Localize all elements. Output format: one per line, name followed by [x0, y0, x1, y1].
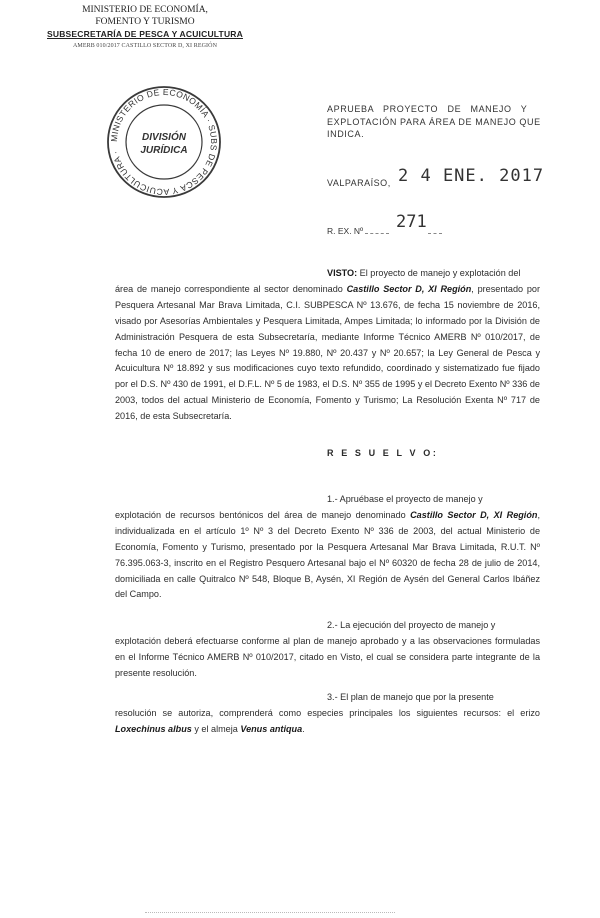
ministry-line-1: MINISTERIO DE ECONOMÍA, — [82, 5, 208, 15]
resolution-item-1 — [115, 492, 540, 603]
visto-text-2: área de manejo correspondiente al sector denominado — [115, 283, 347, 294]
summary-line-3: INDICA. — [327, 129, 365, 139]
letterhead — [40, 4, 250, 52]
visto-paragraph — [115, 266, 540, 425]
visto-sector-name: Castillo Sector D, XI Región — [346, 283, 472, 294]
seal-outer-text: MINISTERIO DE ECONOMÍA · SUBS DE PESCA Y ACUICULTURA · — [108, 86, 220, 198]
item-3-text-mid: y el almeja — [191, 723, 241, 734]
visto-text-1: El proyecto de manejo y explotación del — [357, 268, 521, 278]
visto-text-3: , presentado por Pesquera Artesanal Mar Brava Limitada, C.I. SUBPESCA Nº 13.676, de fecha 15 noviembre de 2016, visado por Asesorías Ambientales y Pesquera Limitada, Ampes Limitada; lo informado por la División de Administración Pesquera de esta Subsecretaría, mediante Informe Técnico AMERB Nº 010/2017, de fecha 10 de enero de 2017; las Leyes Nº 19.880, Nº 20.437 y Nº 20.657; la Ley General de Pesca y Acuicultura Nº 18.892 y sus modificaciones cuyo texto refundido, coordinado y sistematizado fue fijado por el D.S. Nº 430 de 1991, el D.F.L. Nº 5 de 1983, el D.S. Nº 355 de 1995 y el Decreto Exento Nº 336 de 2003, todos del actual Ministerio de Economía, Fomento y Turismo; La Resolución Exenta Nº 717 de 2016, de esta Subsecretaría. — [115, 283, 540, 422]
division-juridica-seal — [102, 82, 226, 202]
species-venus: Venus antiqua — [240, 723, 303, 734]
species-loxechinus: Loxechinus albus — [115, 723, 192, 734]
summary-line-1: APRUEBA PROYECTO DE MANEJO Y — [327, 104, 528, 114]
item-3-text-a: resolución se autoriza, comprenderá como especies principales los siguientes recursos: el erizo — [115, 707, 540, 718]
seal-inner-line-1: DIVISIÓN — [142, 132, 186, 143]
item-3-lead: 3.- El plan de manejo que por la presente — [327, 692, 494, 702]
rex-number: 271 — [396, 212, 427, 232]
rex-label: R. EX. Nº — [327, 226, 364, 236]
resuelvo-heading: R E S U E L V O: — [327, 448, 439, 458]
summary-line-2: EXPLOTACIÓN PARA ÁREA DE MANEJO QUE — [327, 116, 541, 127]
seal-inner-line-2: JURÍDICA — [140, 145, 188, 156]
date-city: VALPARAÍSO, — [327, 178, 391, 188]
ministry-line-2: FOMENTO Y TURISMO — [95, 17, 195, 27]
reference-code: AMERB 010/2017 CASTILLO SECTOR D, XI REGIÓN — [72, 43, 218, 49]
rex-underline-right — [428, 233, 442, 234]
item-2-lead: 2.- La ejecución del proyecto de manejo y — [327, 620, 496, 630]
resolution-item-3 — [115, 690, 540, 738]
resolution-summary — [327, 103, 547, 141]
visto-label: VISTO: — [327, 268, 358, 278]
item-1-sector-name: Castillo Sector D, XI Región — [410, 509, 538, 520]
item-1-lead: 1.- Apruébase el proyecto de manejo y — [327, 494, 483, 504]
resolution-item-2 — [115, 618, 540, 682]
item-2-text: explotación deberá efectuarse conforme al plan de manejo aprobado y a las observaciones formuladas en el Informe Técnico AMERB Nº 010/2017, citado en Visto, el cual se considera parte integrante de la presente resolución. — [115, 635, 540, 678]
item-1-text-b: , individualizada en el artículo 1º Nº 3 del Decreto Exento Nº 336 de 2003, del actual Ministerio de Economía, Fomento y Turismo, presentado por la Pesquera Artesanal Mar Brava Limitada, R.U.T. Nº 76.395.063-3, inscrito en el Registro Pesquero Artesanal bajo el Nº 60320 de fecha 28 de julio de 2014, domiciliada en calle Quitralco Nº 548, Bloque B, Aysén, XI Región de Aysén del General Carlos Ibáñez del Campo. — [115, 509, 540, 600]
item-3-end: . — [302, 723, 305, 734]
rex-underline-left — [365, 233, 389, 234]
date-stamp: 2 4 ENE. 2017 — [398, 166, 545, 186]
scan-edge-artifact — [145, 912, 395, 913]
subsecretaria-line: SUBSECRETARÍA DE PESCA Y ACUICULTURA — [47, 29, 243, 39]
item-1-text-a: explotación de recursos bentónicos del área de manejo denominado — [115, 509, 411, 520]
